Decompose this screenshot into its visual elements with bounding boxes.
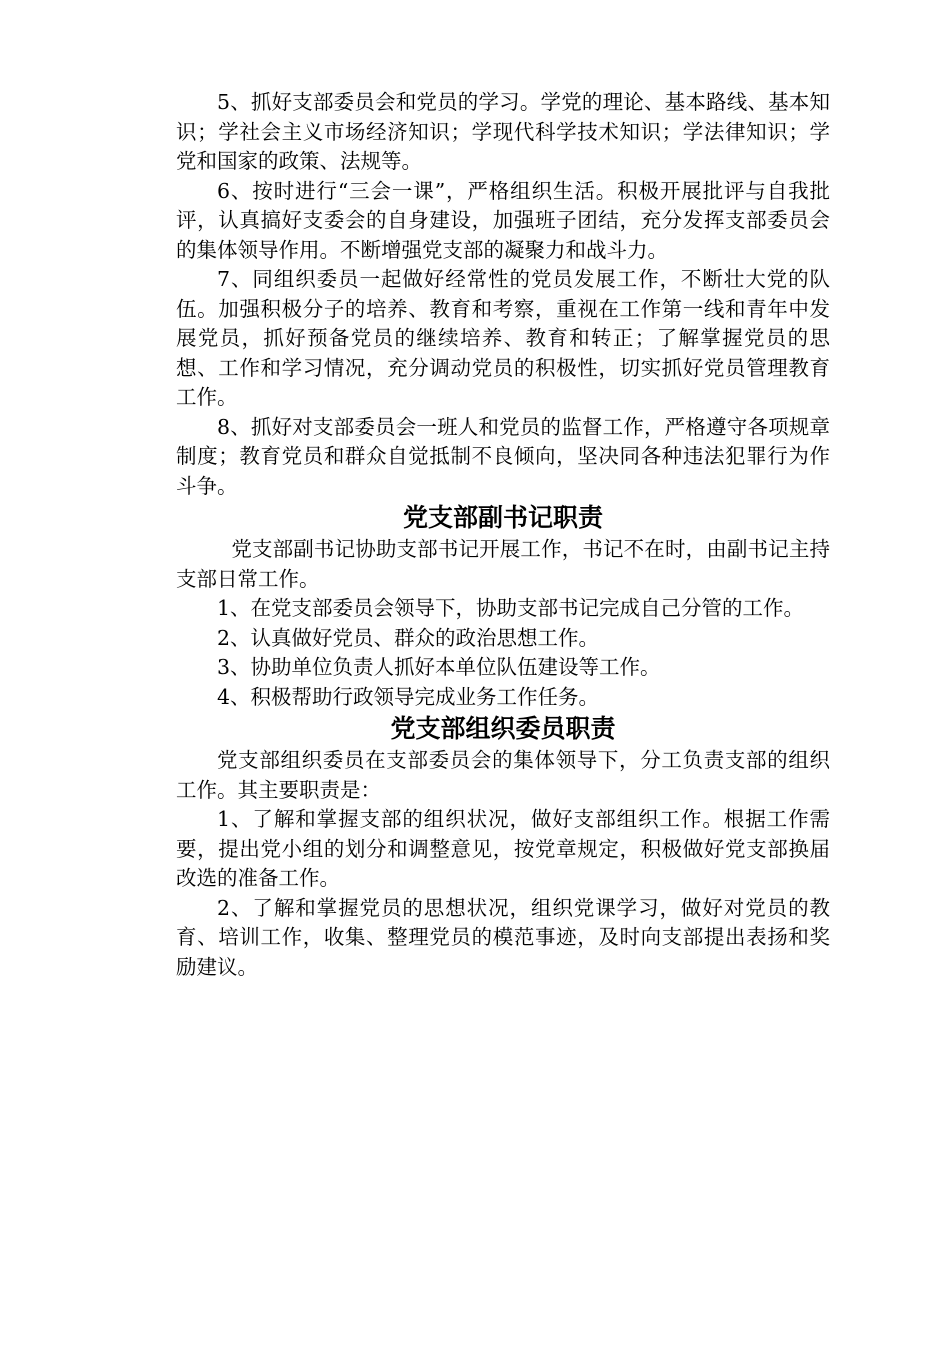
deputy-item-2: 2、认真做好党员、群众的政治思想工作。: [217, 625, 600, 650]
organization-committee-section: [176, 712, 830, 982]
organization-item-2: 2、了解和掌握党员的思想状况，组织党课学习，做好对党员的教育、培训工作，收集、整理党员的模范事迹，及时向支部提出表扬和奖励建议。: [176, 895, 830, 979]
duty-paragraph-6: 6、按时进行“三会一课”，严格组织生活。积极开展批评与自我批评，认真搞好支委会的自身建设，加强班子团结，充分发挥支部委员会的集体领导作用。不断增强党支部的凝聚力和战斗力。: [176, 178, 830, 262]
duty-paragraph-8: 8、抓好对支部委员会一班人和党员的监督工作，严格遵守各项规章制度；教育党员和群众自觉抵制不良倾向，坚决同各种违法犯罪行为作斗争。: [176, 414, 830, 498]
duty-paragraph-5: 5、抓好支部委员会和党员的学习。学党的理论、基本路线、基本知识；学社会主义市场经济知识；学现代科学技术知识；学法律知识；学党和国家的政策、法规等。: [176, 90, 830, 173]
deputy-secretary-section: [176, 501, 830, 712]
organization-intro: 党支部组织委员在支部委员会的集体领导下，分工负责支部的组织工作。其主要职责是：: [176, 748, 830, 802]
deputy-item-3: 3、协助单位负责人抓好本单位队伍建设等工作。: [217, 655, 661, 679]
document-page: [176, 88, 830, 982]
deputy-item-1: 1、在党支部委员会领导下，协助支部书记完成自己分管的工作。: [217, 596, 805, 620]
secretary-duties-continued: [176, 88, 830, 501]
deputy-intro: 党支部副书记协助支部书记开展工作，书记不在时，由副书记主持支部日常工作。: [176, 537, 830, 591]
organization-item-1: 1、了解和掌握支部的组织状况，做好支部组织工作。根据工作需要，提出党小组的划分和调整意见，按党章规定，积极做好党支部换届改选的准备工作。: [176, 807, 830, 890]
section-title-organization: 党支部组织委员职责: [390, 714, 616, 743]
deputy-item-4: 4、积极帮助行政领导完成业务工作任务。: [217, 684, 600, 709]
duty-paragraph-7: 7、同组织委员一起做好经常性的党员发展工作，不断壮大党的队伍。加强积极分子的培养、教育和考察，重视在工作第一线和青年中发展党员，抓好预备党员的继续培养、教育和转正；了解掌握党员的思想、工作和学习情况，充分调动党员的积极性，切实抓好党员管理教育工作。: [176, 267, 830, 409]
section-title-deputy: 党支部副书记职责: [402, 503, 603, 532]
